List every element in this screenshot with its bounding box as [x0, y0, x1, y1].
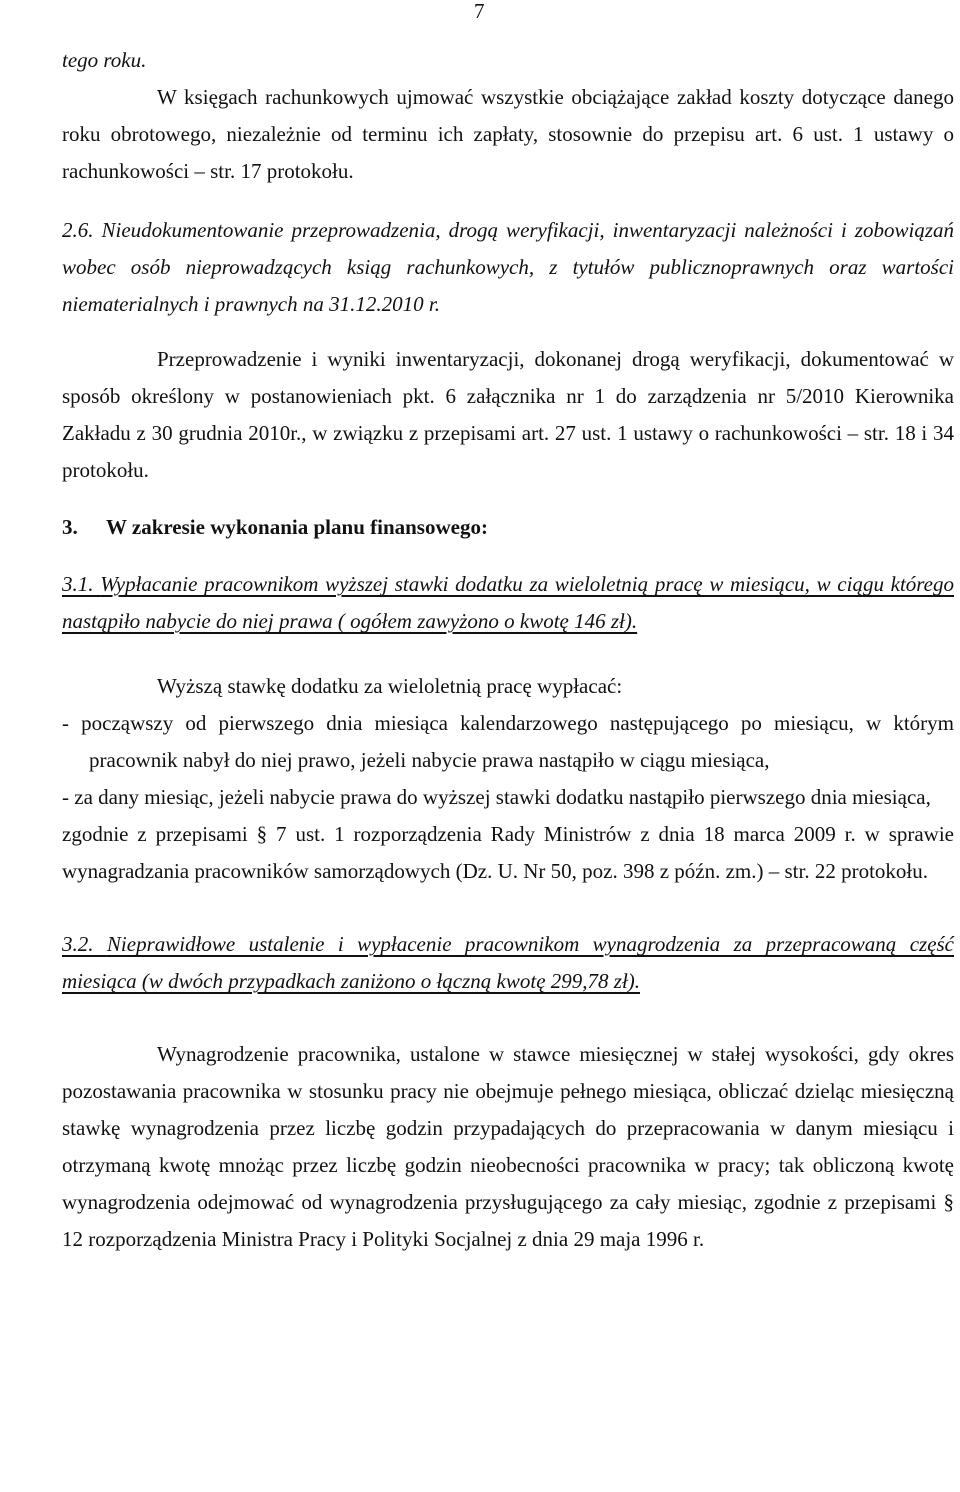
- paragraph-accounting-costs: W księgach rachunkowych ujmować wszystkie obciążające zakład koszty dotyczące danego roku obrotowego, niezależnie od terminu ich zapłaty, stosownie do przepisu art. 6 ust. 1 ustawy o rachunkowości – str. 17 protokołu.: [62, 85, 954, 183]
- paragraph-regulation: zgodnie z przepisami § 7 ust. 1 rozporządzenia Rady Ministrów z dnia 18 marca 2009 r. w sprawie wynagradzania pracowników samorządowych (Dz. U. Nr 50, poz. 398 z późn. zm.) – str. 22 protokołu.: [62, 822, 954, 883]
- paragraph-continuation: tego roku.: [62, 48, 147, 72]
- paragraph-bonus-intro: Wyższą stawkę dodatku za wieloletnią pracę wypłacać:: [157, 674, 623, 698]
- item-3-1: [62, 566, 954, 640]
- item-2-6-text: Nieudokumentowanie przeprowadzenia, drogą weryfikacji, inwentaryzacji należności i zobowiązań wobec osób nieprowadzących ksiąg rachunkowych, z tytułów publicznoprawnych oraz wartości niematerialnych i prawnych na 31.12.2010 r.: [62, 218, 954, 316]
- list-item-bonus-1: - począwszy od pierwszego dnia miesiąca kalendarzowego następującego po miesiącu, w którym pracownik nabył do niej prawo, jeżeli nabycie prawa nastąpiło w ciągu miesiąca,: [62, 711, 954, 772]
- item-2-6-label: 2.6.: [62, 218, 94, 242]
- item-3-2-text: Nieprawidłowe ustalenie i wypłacenie pracownikom wynagrodzenia za przepracowaną część miesiąca (w dwóch przypadkach zaniżono o łączną kwotę 299,78 zł).: [62, 932, 955, 993]
- paragraph-inventory: Przeprowadzenie i wyniki inwentaryzacji, dokonanej drogą weryfikacji, dokumentować w sposób określony w postanowieniach pkt. 6 załącznika nr 1 do zarządzenia nr 5/2010 Kierownika Zakładu z 30 grudnia 2010r., w związku z przepisami art. 27 ust. 1 ustawy o rachunkowości – str. 18 i 34 protokołu.: [62, 347, 954, 482]
- item-3-2-label: 3.2.: [62, 932, 94, 956]
- item-3-1-text: Wypłacanie pracownikom wyższej stawki dodatku za wieloletnią pracę w miesiącu, w ciągu którego nastąpiło nabycie do niej prawa ( ogółem zawyżono o kwotę 146 zł).: [62, 572, 954, 633]
- item-3-2: [62, 926, 954, 1000]
- document-body: [62, 42, 954, 1258]
- page-number: 7: [474, 0, 485, 23]
- item-3-1-label: 3.1.: [62, 572, 94, 596]
- list-item-bonus-2: - za dany miesiąc, jeżeli nabycie prawa do wyższej stawki dodatku nastąpiło pierwszego dnia miesiąca,: [62, 785, 931, 809]
- section-3-title: W zakresie wykonania planu finansowego:: [106, 515, 488, 539]
- item-2-6: [62, 212, 954, 323]
- section-3-heading: [62, 509, 954, 546]
- section-3-label: 3.: [62, 515, 78, 539]
- paragraph-salary-calculation: Wynagrodzenie pracownika, ustalone w stawce miesięcznej w stałej wysokości, gdy okres pozostawania pracownika w stosunku pracy nie obejmuje pełnego miesiąca, obliczać dzieląc miesięczną stawkę wynagrodzenia przez liczbę godzin przypadających do przepracowania w danym miesiącu i otrzymaną kwotę mnożąc przez liczbę godzin nieobecności pracownika w pracy; tak obliczoną kwotę wynagrodzenia odejmować od wynagrodzenia przysługującego za cały miesiąc, zgodnie z przepisami § 12 rozporządzenia Ministra Pracy i Polityki Socjalnej z dnia 29 maja 1996 r.: [62, 1042, 954, 1251]
